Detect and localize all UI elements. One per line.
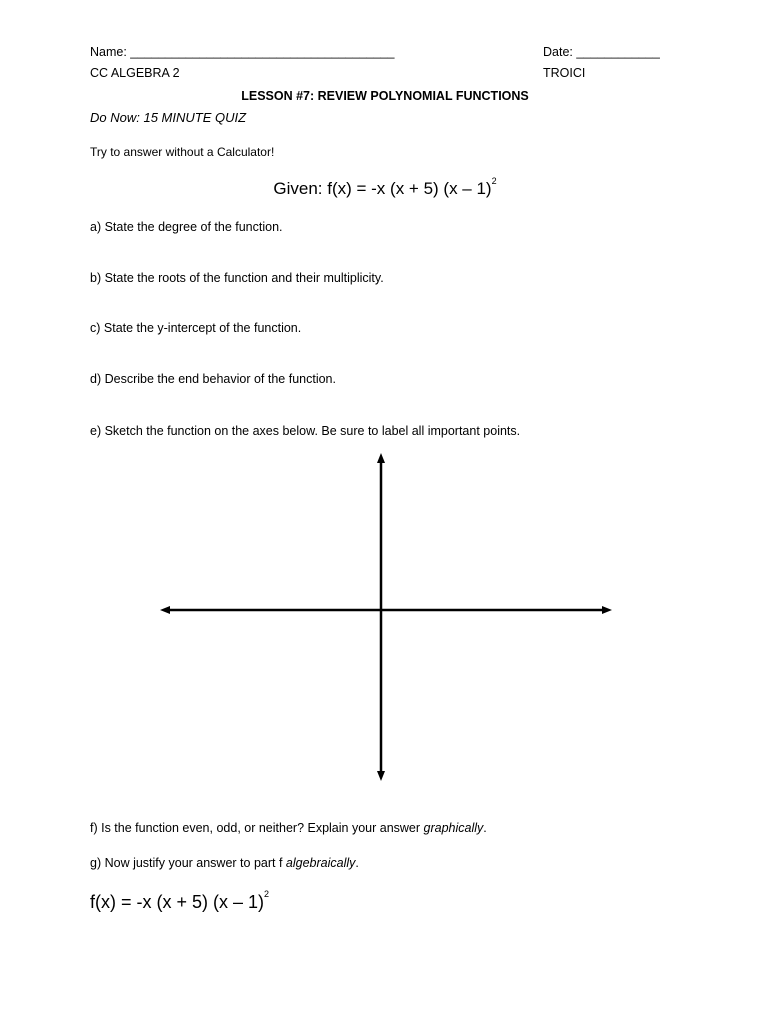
y-axis-bottom-arrow xyxy=(377,771,385,781)
question-f xyxy=(90,821,487,835)
name-field-label: Name: ______________________________________ xyxy=(90,45,395,59)
question-g-emphasis: algebraically xyxy=(285,856,356,870)
question-f-end: . xyxy=(483,821,487,835)
x-axis-left-arrow xyxy=(160,606,170,614)
question-d: d) Describe the end behavior of the function. xyxy=(90,372,336,386)
question-g-end: . xyxy=(355,856,359,870)
question-g xyxy=(90,856,359,870)
course-name: CC ALGEBRA 2 xyxy=(90,66,180,80)
given-formula-text: Given: f(x) = -x (x + 5) (x – 1) xyxy=(273,179,492,198)
lesson-title: LESSON #7: REVIEW POLYNOMIAL FUNCTIONS xyxy=(241,89,529,103)
question-b: b) State the roots of the function and their multiplicity. xyxy=(90,271,384,285)
do-now-label: Do Now: 15 MINUTE QUIZ xyxy=(90,110,247,125)
x-axis-right-arrow xyxy=(602,606,612,614)
footer-formula-text: f(x) = -x (x + 5) (x – 1) xyxy=(90,892,265,912)
y-axis-top-arrow xyxy=(377,453,385,463)
question-f-emphasis: graphically xyxy=(423,821,484,835)
calculator-instruction: Try to answer without a Calculator! xyxy=(90,145,275,159)
question-g-text: g) Now justify your answer to part f xyxy=(90,856,286,870)
given-formula-exponent: 2 xyxy=(491,176,497,186)
question-c: c) State the y-intercept of the function. xyxy=(90,321,302,335)
footer-formula xyxy=(90,889,270,913)
date-field-label: Date: ____________ xyxy=(543,45,660,59)
teacher-name: TROICI xyxy=(543,66,586,80)
footer-formula-exponent: 2 xyxy=(264,889,270,899)
question-f-text: f) Is the function even, odd, or neither? Explain your answer xyxy=(90,821,424,835)
question-e: e) Sketch the function on the axes below. Be sure to label all important points. xyxy=(90,424,521,438)
question-a: a) State the degree of the function. xyxy=(90,220,283,234)
